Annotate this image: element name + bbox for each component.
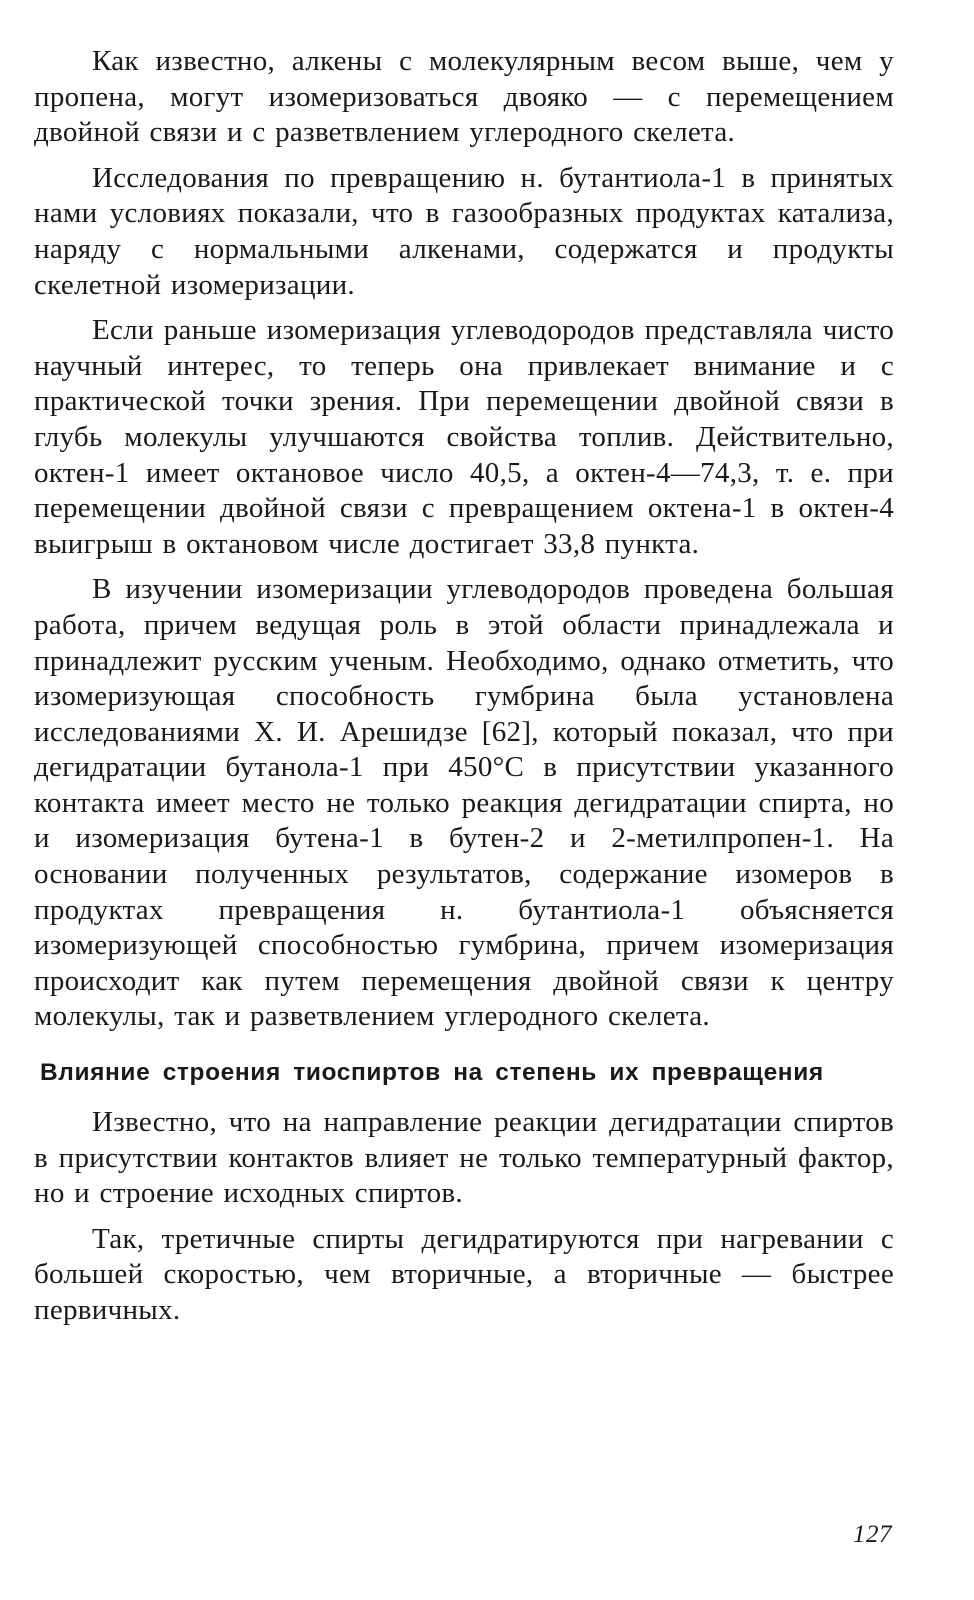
paragraph-dehydration-factors: Известно, что на направление реакции дегидратации спиртов в присутствии контактов влияет не только температурный фактор, но и строение исходных спиртов. [34,1106,894,1210]
section-heading: Влияние строения тиоспиртов на степень их превращения [40,1059,824,1087]
paragraph-alcohol-rates: Так, третичные спирты дегидратируются при нагревании с большей скоростью, чем вторичные, а вторичные — быстрее первичных. [34,1222,894,1326]
paragraph-gumbrin-isomerization: В изучении изомеризации углеводородов проведена большая работа, причем ведущая роль в этой области принадлежала и принадлежит русским ученым. Необходимо, однако отметить, что изомеризующая способность гумбрина была установлена исследованиями Х. И. Арешидзе [62], который показал, что при дегидратации бутанола-1 при 450°С в присутствии указанного контакта имеет место не только реакция дегидратации спирта, но и изомеризация бутена-1 в бутен-2 и 2-метилпропен-1. На основании полученных результатов, содержание изомеров в продуктах превращения н. бутантиола-1 объясняется изомеризующей способностью гумбрина, причем изомеризация происходит как путем перемещения двойной связи к центру молекулы, так и разветвлением углеродного скелета. [34,573,894,1033]
paragraph-alkene-isomerization: Как известно, алкены с молекулярным весом выше, чем у пропена, могут изомеризоваться двояко — с перемещением двойной связи и с разветвлением углеродного скелета. [34,45,894,149]
page-body [34,44,894,1329]
paragraph-butanethiol-research: Исследования по превращению н. бутантиола-1 в принятых нами условиях показали, что в газообразных продуктах катализа, наряду с нормальными алкенами, содержатся и продукты скелетной изомеризации. [34,161,894,301]
page-number: 127 [853,1521,892,1548]
paragraph-practical-interest: Если раньше изомеризация углеводородов представляла чисто научный интерес, то теперь она привлекает внимание и с практической точки зрения. При перемещении двойной связи в глубь молекулы улучшаются свойства топлив. Действительно, октен-1 имеет октановое число 40,5, а октен-4—74,3, т. е. при перемещении двойной связи с превращением октена-1 в октен-4 выигрыш в октановом числе достигает 33,8 пункта. [34,314,894,560]
